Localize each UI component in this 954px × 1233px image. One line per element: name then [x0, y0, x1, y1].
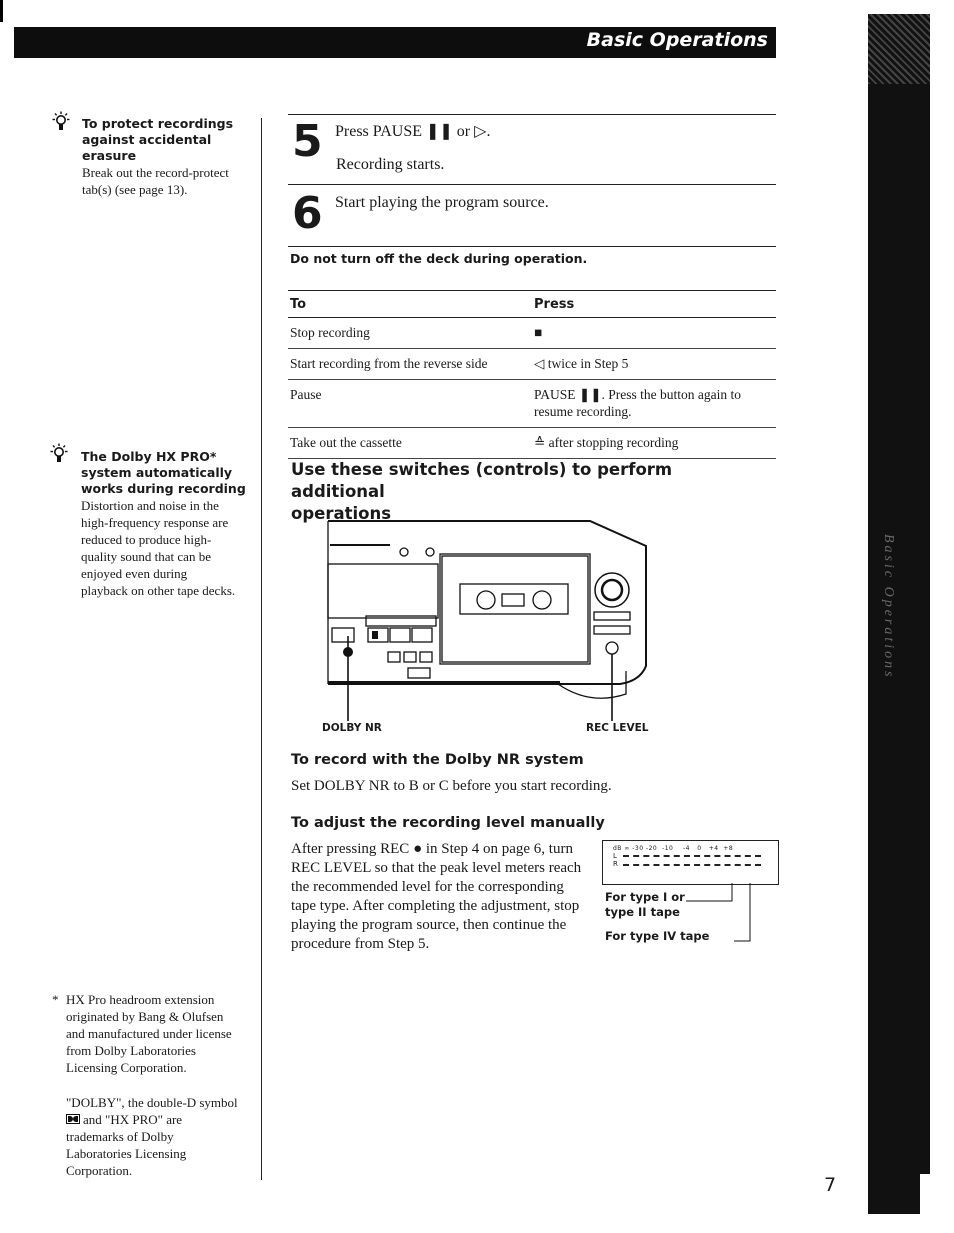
meter-scale: dB ∞ -30 -20 -10 -4 0 +4 +8: [613, 845, 734, 852]
column-divider: [261, 118, 262, 1180]
body-line: the recommended level for the corresponding: [291, 879, 564, 895]
side-strip-texture: [868, 14, 930, 84]
tip-heading: The Dolby HX PRO*: [81, 449, 217, 464]
lightbulb-hint-icon: [52, 111, 72, 133]
level-meter-display: [602, 840, 779, 885]
step-instruction: Start playing the program source.: [335, 194, 549, 211]
footnote-line: originated by Bang & Olufsen: [66, 1009, 224, 1024]
warning-note: Do not turn off the deck during operation.: [290, 251, 588, 266]
tip-heading: system automatically: [81, 465, 233, 480]
table-cell-action: Take out the cassette: [288, 428, 532, 459]
label-dolby-nr: DOLBY NR: [322, 722, 382, 734]
footnote-line-with-symbol: [66, 1111, 258, 1128]
tip-body: tab(s) (see page 13).: [82, 182, 188, 197]
double-d-icon: [66, 1114, 80, 1124]
tip-body: enjoyed even during: [81, 566, 188, 581]
table-cell-action: Stop recording: [288, 318, 532, 349]
tip-dolby-hx-pro: [81, 449, 259, 599]
body-line: REC LEVEL so that the peak level meters reach: [291, 860, 582, 876]
table-row: [288, 349, 776, 380]
table-cell-line: PAUSE ❚❚. Press the button again to: [534, 387, 742, 402]
tip-body: reduced to produce high-: [81, 532, 212, 547]
meter-label-line: For type I or: [605, 890, 685, 904]
level-section-heading: To adjust the recording level manually: [291, 815, 605, 831]
tip-body: high-frequency response are: [81, 515, 229, 530]
table-row: [288, 380, 776, 428]
meter-label-line: type II tape: [605, 905, 680, 919]
body-line: playing the program source, then continue the: [291, 917, 567, 933]
step-instruction: Press PAUSE ❚❚ or ▷.: [335, 123, 491, 140]
dolby-section-body: Set DOLBY NR to B or C before you start recording.: [291, 778, 612, 794]
tip-body: playback on other tape decks.: [81, 583, 236, 598]
side-tab-label: Basic Operations: [881, 534, 896, 680]
footnote-trademark: [66, 1094, 258, 1179]
footnote-line: "DOLBY", the double-D symbol: [66, 1095, 238, 1110]
footnote-marker: *: [52, 992, 59, 1007]
footnote-line: Corporation.: [66, 1163, 133, 1178]
tip-protect-recordings: [82, 116, 257, 198]
meter-channel-r: R: [613, 860, 618, 868]
column-header-to: To: [288, 291, 532, 318]
table-cell-press: ■: [532, 318, 776, 349]
table-header-row: [288, 291, 776, 318]
page-number: 7: [824, 1174, 837, 1196]
footnote-line: HX Pro headroom extension: [66, 992, 215, 1007]
operations-table: [288, 290, 776, 459]
heading-line: operations: [291, 504, 392, 523]
table-cell-press: ◁ twice in Step 5: [532, 349, 776, 380]
rule: [288, 246, 776, 247]
table-cell-action: Pause: [288, 380, 532, 428]
side-strip-notch: [920, 1174, 932, 1229]
tip-heading: against accidental erasure: [82, 132, 212, 163]
table-cell-action: Start recording from the reverse side: [288, 349, 532, 380]
step-number: 5: [292, 116, 323, 167]
tip-body: Distortion and noise in the: [81, 498, 219, 513]
table-cell-press: ≙ after stopping recording: [532, 428, 776, 459]
footnote-line: from Dolby Laboratories: [66, 1043, 196, 1058]
table-cell-press: [532, 380, 776, 428]
rule: [288, 184, 776, 185]
table-cell-line: resume recording.: [534, 404, 632, 419]
level-section-body: [291, 840, 597, 954]
section-title: Basic Operations: [586, 29, 768, 51]
tip-body: Break out the record-protect: [82, 165, 229, 180]
body-line: tape type. After completing the adjustment, stop: [291, 898, 580, 914]
dolby-section-heading: To record with the Dolby NR system: [291, 752, 584, 768]
meter-bar-right: [623, 864, 761, 866]
footnote-line: and manufactured under license: [66, 1026, 232, 1041]
tip-body: quality sound that can be: [81, 549, 211, 564]
tip-heading: To protect recordings: [82, 116, 234, 131]
footnote-line: Licensing Corporation.: [66, 1060, 187, 1075]
table-row: [288, 318, 776, 349]
step-result: Recording starts.: [336, 156, 445, 173]
meter-label-type1-2: [605, 890, 685, 920]
footnote-line: Laboratories Licensing: [66, 1146, 187, 1161]
lightbulb-hint-icon: [50, 443, 70, 465]
heading-line: Use these switches (controls) to perform additional: [291, 460, 673, 501]
footnote-line: and "HX PRO" are: [83, 1112, 183, 1127]
page-edge-mark: [0, 0, 3, 22]
label-rec-level: REC LEVEL: [586, 722, 649, 734]
meter-channel-l: L: [613, 852, 617, 860]
footnote-line: trademarks of Dolby: [66, 1129, 174, 1144]
meter-bar-left: [623, 855, 761, 857]
body-line: After pressing REC ● in Step 4 on page 6, turn: [291, 841, 573, 857]
cassette-deck-illustration: [290, 516, 652, 722]
body-line: procedure from Step 5.: [291, 936, 430, 952]
header-bar: [14, 27, 776, 58]
tip-heading: works during recording: [81, 481, 246, 496]
column-header-press: Press: [532, 291, 776, 318]
meter-label-type4: For type IV tape: [605, 929, 710, 943]
table-row: [288, 428, 776, 459]
footnote-hx-pro: [66, 991, 258, 1076]
side-thumb-tab: [868, 14, 930, 1214]
step-number: 6: [292, 188, 323, 239]
rule: [288, 114, 776, 115]
